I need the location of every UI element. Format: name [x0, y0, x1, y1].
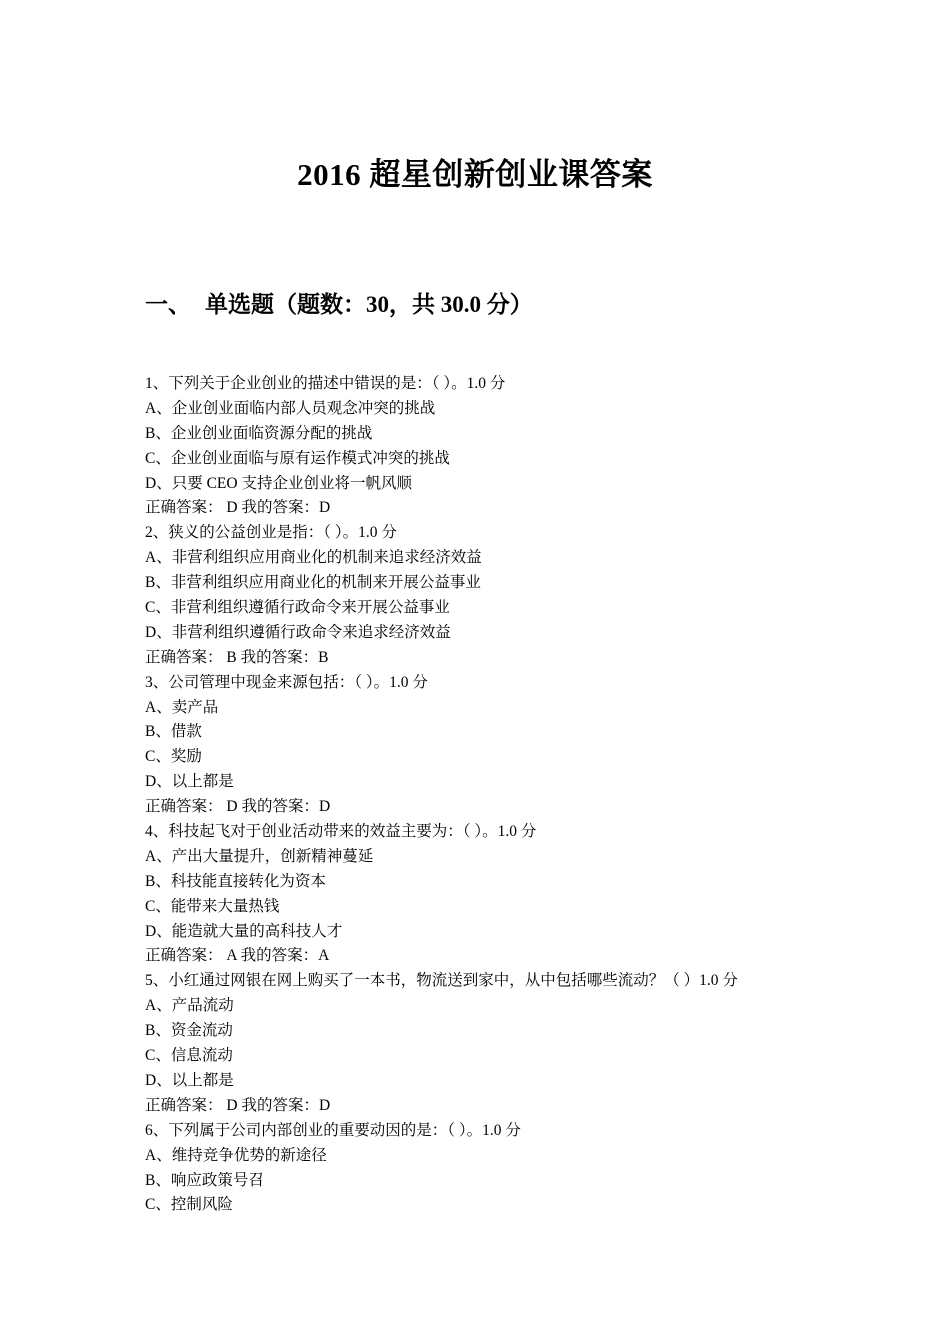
question-text: 6、下列属于公司内部创业的重要动因的是：（ ）。1.0 分	[145, 1121, 521, 1139]
option-a: A、卖产品	[145, 698, 219, 716]
question-text: 4、科技起飞对于创业活动带来的效益主要为：（ ）。1.0 分	[145, 823, 537, 841]
option-d: D、非营利组织遵循行政命令来追求经济效益	[145, 623, 451, 641]
section-heading	[145, 288, 533, 322]
option-a: A、产品流动	[145, 997, 234, 1015]
option-d: D、只要 CEO 支持企业创业将一帆风顺	[145, 474, 412, 492]
question-text: 2、狭义的公益创业是指：（ ）。1.0 分	[145, 524, 397, 542]
option-d: D、能造就大量的高科技人才	[145, 922, 343, 940]
section-number: 一、	[145, 292, 191, 317]
question-block	[145, 969, 845, 1118]
option-c: C、信息流动	[145, 1047, 233, 1065]
section-heading-text: 单选题（题数：30，共 30.0 分）	[205, 292, 533, 317]
option-c: C、奖励	[145, 748, 202, 766]
answer-line: 正确答案： A 我的答案：A	[145, 947, 330, 965]
option-a: A、维持竞争优势的新途径	[145, 1146, 327, 1164]
document-title: 2016 超星创新创业课答案	[297, 157, 653, 192]
question-list	[145, 372, 845, 1218]
question-block	[145, 521, 845, 670]
option-c: C、能带来大量热钱	[145, 897, 280, 915]
option-b: B、资金流动	[145, 1022, 233, 1040]
answer-line: 正确答案： D 我的答案：D	[145, 499, 331, 517]
question-text: 1、下列关于企业创业的描述中错误的是：（ ）。1.0 分	[145, 375, 506, 392]
option-d: D、以上都是	[145, 773, 234, 791]
option-a: A、非营利组织应用商业化的机制来追求经济效益	[145, 549, 482, 567]
question-text: 5、小红通过网银在网上购买了一本书，物流送到家中，从中包括哪些流动？（ ）1.0 分	[145, 972, 738, 990]
option-a: A、企业创业面临内部人员观念冲突的挑战	[145, 399, 436, 417]
answer-line: 正确答案： B 我的答案：B	[145, 648, 329, 666]
option-d: D、以上都是	[145, 1071, 234, 1089]
question-block	[145, 372, 845, 521]
option-c: C、非营利组织遵循行政命令来开展公益事业	[145, 599, 450, 617]
answer-line: 正确答案： D 我的答案：D	[145, 798, 331, 816]
option-b: B、响应政策号召	[145, 1171, 264, 1189]
option-c: C、企业创业面临与原有运作模式冲突的挑战	[145, 449, 450, 467]
question-block	[145, 820, 845, 969]
option-b: B、企业创业面临资源分配的挑战	[145, 424, 373, 442]
answer-line: 正确答案： D 我的答案：D	[145, 1096, 331, 1114]
option-c: C、控制风险	[145, 1196, 233, 1214]
option-b: B、非营利组织应用商业化的机制来开展公益事业	[145, 574, 481, 592]
option-b: B、科技能直接转化为资本	[145, 872, 326, 890]
question-block	[145, 671, 845, 820]
question-block	[145, 1119, 845, 1219]
question-text: 3、公司管理中现金来源包括：（ ）。1.0 分	[145, 673, 428, 691]
option-b: B、借款	[145, 723, 202, 741]
option-a: A、产出大量提升，创新精神蔓延	[145, 847, 374, 865]
